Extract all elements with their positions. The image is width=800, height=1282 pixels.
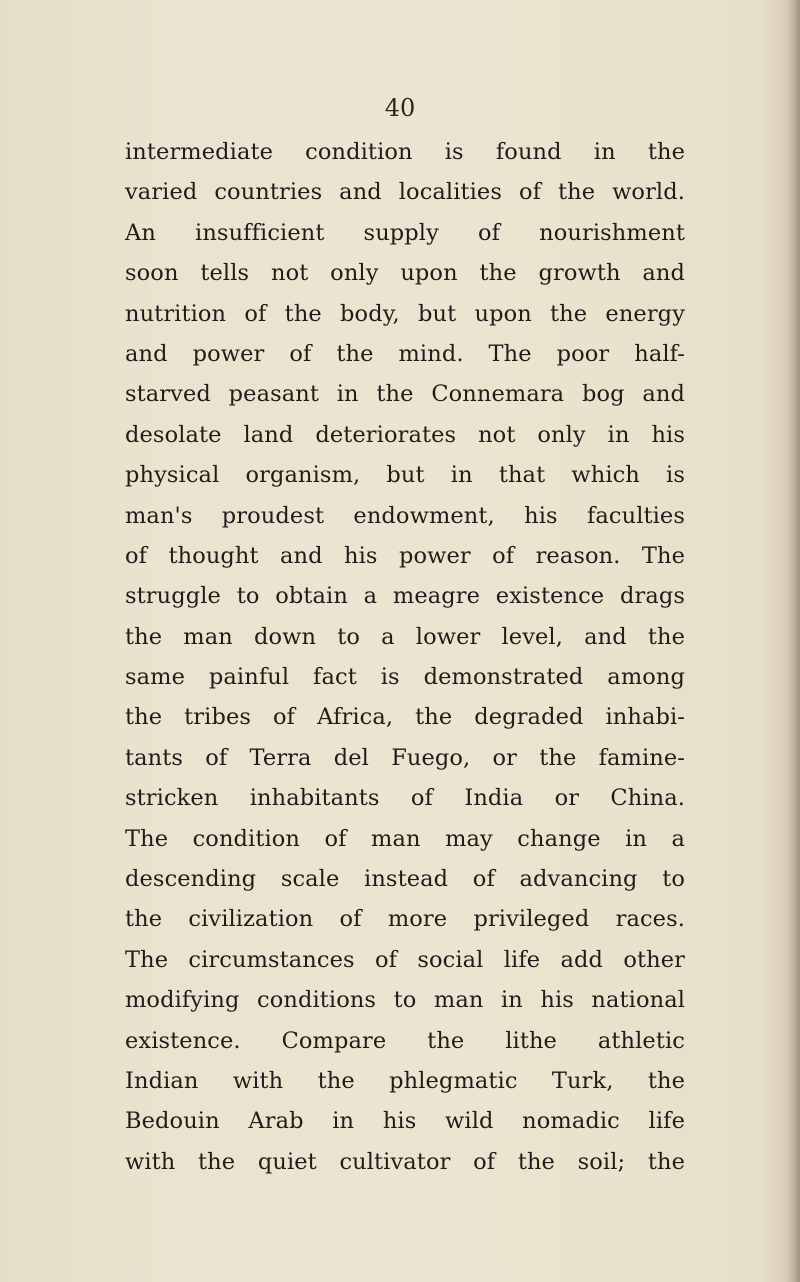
text-line: soon tells not only upon the growth and (125, 260, 685, 287)
text-line: the man down to a lower level, and the (125, 623, 685, 650)
text-line: An insufficient supply of nourishment (125, 219, 685, 246)
text-line: nutrition of the body, but upon the energy (125, 300, 685, 327)
body-text (125, 132, 685, 1182)
text-line: the tribes of Africa, the degraded inhabi- (125, 704, 685, 731)
text-line: Indian with the phlegmatic Turk, the (125, 1067, 685, 1094)
text-line: tants of Terra del Fuego, or the famine- (125, 744, 685, 771)
text-line: Bedouin Arab in his wild nomadic life (125, 1108, 685, 1135)
text-line: starved peasant in the Connemara bog and (125, 381, 685, 408)
text-line: and power of the mind. The poor half- (125, 340, 685, 367)
text-line: descending scale instead of advancing to (125, 866, 685, 893)
text-line: varied countries and localities of the world. (125, 179, 685, 206)
text-line: physical organism, but in that which is (125, 462, 685, 489)
page-edge-shadow (786, 0, 800, 1282)
text-line: with the quiet cultivator of the soil; the (125, 1148, 685, 1175)
text-line: man's proudest endowment, his faculties (125, 502, 685, 529)
text-line: existence. Compare the lithe athletic (125, 1027, 685, 1054)
text-line: intermediate condition is found in the (125, 139, 685, 165)
text-line: the civilization of more privileged races. (125, 906, 685, 933)
text-line: desolate land deteriorates not only in his (125, 421, 685, 448)
text-line: stricken inhabitants of India or China. (125, 785, 685, 812)
text-line: modifying conditions to man in his national (125, 987, 685, 1014)
text-line: struggle to obtain a meagre existence drags (125, 583, 685, 610)
text-line: The circumstances of social life add other (125, 946, 685, 973)
page-number: 40 (384, 94, 416, 122)
text-line: same painful fact is demonstrated among (125, 664, 685, 691)
text-line: The condition of man may change in a (125, 825, 685, 852)
text-line: of thought and his power of reason. The (125, 542, 685, 569)
